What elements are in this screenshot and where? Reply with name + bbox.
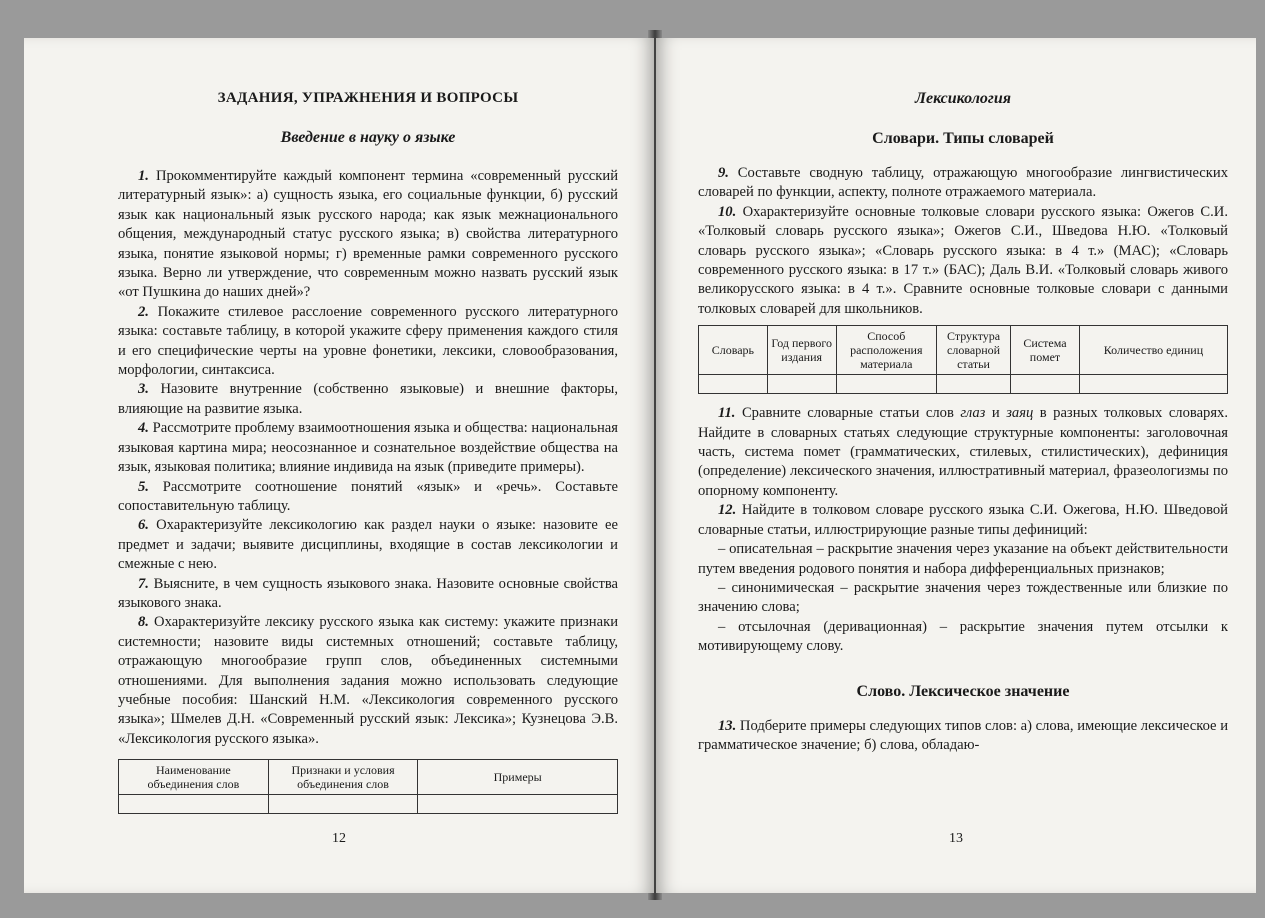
table-header-cell: Признаки и условия объединения слов xyxy=(268,760,418,795)
table-row xyxy=(119,795,618,814)
table-header-cell: Словарь xyxy=(699,326,768,375)
definition-item: – синонимическая – раскрытие значения через тождественные или близкие по значению слова; xyxy=(698,579,1228,616)
left-page xyxy=(24,38,654,893)
task-4: 4. Рассмотрите проблему взаимоотношения языка и общества: национальная языковая картина мира; неосознанное и сознательное воздействие общества на язык, языковая политика; влияние индивида на язык (приведите примеры). xyxy=(118,420,618,476)
page-number-right: 13 xyxy=(949,831,963,846)
task-11: 11. Сравните словарные статьи слов глаз и заяц в разных толковых словарях. Найдите в словарных статьях следующие структурные компоненты: заголовочная часть, система помет (грамматических, стилевых, стилистических), дефиниция (определение) лексического значения, иллюстративный материал, фразеологизмы по опорному компоненту. xyxy=(698,405,1229,499)
definition-item: – отсылочная (деривационная) – раскрытие значения путем отсылки к мотивирующему слову. xyxy=(698,618,1228,655)
task-13: 13. Подберите примеры следующих типов слов: а) слова, имеющие лексическое и грамматическое значение; б) слова, обладаю- xyxy=(698,717,1228,753)
subsection-title-word-meaning: Слово. Лексическое значение xyxy=(856,682,1070,700)
table-header-row xyxy=(699,326,1228,375)
main-title: ЗАДАНИЯ, УПРАЖНЕНИЯ И ВОПРОСЫ xyxy=(217,90,519,106)
task-10: 10. Охарактеризуйте основные толковые словари русского языка: Ожегов С.И. «Толковый словарь русского языка»; Ожегов С.И., Шведова Н.Ю. «Толковый словарь русского языка»; «Словарь русского языка: в 4 т.» (МАС); «Словарь современного русского языка: в 17 т.» (БАС); Даль В.И. «Толковый словарь живого великорусского языка: в 4 т.». Сравните основные толковые словари с данными толковых словарей для школьников. xyxy=(698,203,1228,317)
table-header-cell: Наименование объединения слов xyxy=(119,760,269,795)
task-1: 1. Прокомментируйте каждый компонент термина «современный русский литературный язык»: а) сущность языка, его социальные функции, б) русский язык как национальный язык русского народа; как язык межнационального общения, международный статус русского языка; в) свойства литературного языка, понятие языковой нормы; г) временные рамки современного русского языка. Верно ли утверждение, что современным можно назвать русский язык «от Пушкина до наших дней»? xyxy=(118,168,618,301)
table-row xyxy=(699,375,1228,394)
task-7: 7. Выясните, в чем сущность языкового знака. Назовите основные свойства языкового знака. xyxy=(118,575,618,611)
task-12: 12. Найдите в толковом словаре русского языка С.И. Ожегова, Н.Ю. Шведовой словарные статьи, иллюстрирующие разные типы дефиниций: xyxy=(698,502,1228,538)
table-cell xyxy=(937,375,1011,394)
table-cell xyxy=(268,795,418,814)
section-title-lexicology: Лексикология xyxy=(915,90,1011,107)
task-5: 5. Рассмотрите соотношение понятий «язык» и «речь». Составьте сопоставительную таблицу. xyxy=(118,478,618,514)
task-3: 3. Назовите внутренние (собственно языковые) и внешние факторы, влияющие на развитие языка. xyxy=(118,381,618,417)
table-header-cell: Примеры xyxy=(418,760,618,795)
table-cell xyxy=(1011,375,1080,394)
table-cell xyxy=(836,375,937,394)
table-cell xyxy=(767,375,836,394)
table-cell xyxy=(699,375,768,394)
table-header-cell: Система помет xyxy=(1011,326,1080,375)
task-9: 9. Составьте сводную таблицу, отражающую многообразие лингвистических словарей по функции, аспекту, полноте отражаемого материала. xyxy=(698,165,1228,201)
dictionaries-table xyxy=(698,325,1228,394)
definition-item: – описательная – раскрытие значения через указание на объект действительности путем введения родового понятия и набора дифференциальных признаков; xyxy=(698,541,1228,577)
task-6: 6. Охарактеризуйте лексикологию как раздел науки о языке: назовите ее предмет и задачи; выявите дисциплины, входящие в состав лексикологии и смежные с нею. xyxy=(118,517,618,573)
table-cell xyxy=(119,795,269,814)
task-8: 8. Охарактеризуйте лексику русского языка как систему: укажите признаки системности; назовите виды системных отношений; составьте таблицу, отражающую многообразие групп слов, объединенных системными отношениями. Для выполнения задания можно использовать следующие учебные пособия: Шанский Н.М. «Лексикология современного русского языка»; Шмелев Д.Н. «Современный русский язык: Лексика»; Кузнецова Э.В. «Лексикология русского языка». xyxy=(118,614,618,747)
table-cell xyxy=(418,795,618,814)
table-header-cell: Способ расположения материала xyxy=(836,326,937,375)
table-header-cell: Год первого издания xyxy=(767,326,836,375)
table-header-row xyxy=(119,760,618,795)
right-page xyxy=(656,38,1256,893)
section-title-intro: Введение в науку о языке xyxy=(280,129,456,146)
table-header-cell: Структура словарной статьи xyxy=(937,326,1011,375)
page-number-left: 12 xyxy=(332,831,346,846)
table-header-cell: Количество единиц xyxy=(1079,326,1227,375)
subsection-title-dictionaries: Словари. Типы словарей xyxy=(872,130,1054,147)
task-2: 2. Покажите стилевое расслоение современного русского литературного языка: составьте таблицу, в которой укажите сферу применения каждого стиля и его специфические черты на уровне фонетики, лексики, словообразования, морфологии, синтаксиса. xyxy=(118,303,618,379)
word-groups-table xyxy=(118,759,618,814)
table-cell xyxy=(1079,375,1227,394)
